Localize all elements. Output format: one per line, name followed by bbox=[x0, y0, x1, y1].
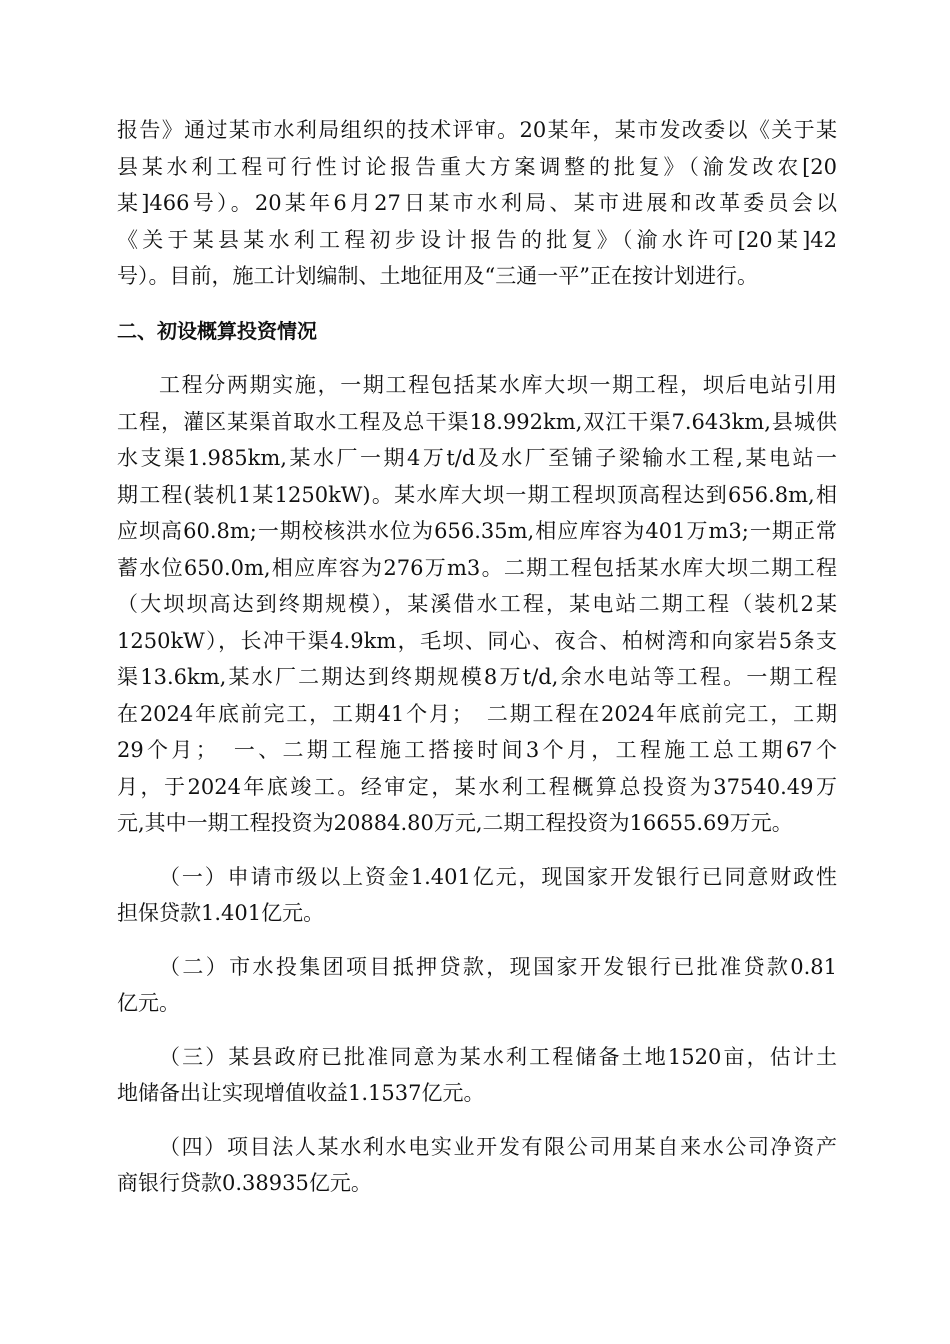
text-line: 县某水利工程可行性讨论报告重大方案调整的批复》（渝发改农[20 bbox=[117, 154, 837, 179]
funding-item-3 bbox=[117, 1039, 837, 1112]
text-line: 29个月； 一、二期工程施工搭接时间3个月，工程施工总工期67个 bbox=[117, 738, 837, 762]
investment-paragraph bbox=[117, 367, 837, 842]
text-line: 商银行贷款0.38935亿元。 bbox=[117, 1171, 372, 1195]
text-line: 水支渠1.985km,某水厂一期4万t/d及水厂至铺子梁输水工程,某电站一 bbox=[117, 446, 837, 470]
text-line: 亿元。 bbox=[117, 991, 180, 1015]
text-line: （大坝坝高达到终期规模），某溪借水工程，某电站二期工程（装机2某 bbox=[117, 592, 837, 616]
text-line: （三）某县政府已批准同意为某水利工程储备土地1520亩，估计土 bbox=[159, 1044, 837, 1069]
text-line: 担保贷款1.401亿元。 bbox=[117, 901, 325, 925]
text-line: 工程分两期实施，一期工程包括某水库大坝一期工程，坝后电站引用 bbox=[159, 373, 837, 397]
text-line: 元,其中一期工程投资为20884.80万元,二期工程投资为16655.69万元。 bbox=[117, 811, 793, 835]
text-line: 《关于某县某水利工程初步设计报告的批复》（渝水许可[20某]42 bbox=[117, 227, 837, 252]
funding-item-2 bbox=[117, 949, 837, 1022]
text-line: （二）市水投集团项目抵押贷款，现国家开发银行已批准贷款0.81 bbox=[159, 954, 837, 979]
section-heading: 二、初设概算投资情况 bbox=[117, 318, 317, 343]
text-line: 渠13.6km,某水厂二期达到终期规模8万t/d,余水电站等工程。一期工程 bbox=[117, 665, 837, 689]
intro-paragraph bbox=[117, 112, 837, 295]
text-line: 某]466号）。20某年6月27日某市水利局、某市进展和改革委员会以 bbox=[117, 191, 837, 215]
text-line: 号）。目前，施工计划编制、土地征用及“三通一平”正在按计划进行。 bbox=[117, 264, 758, 288]
text-line: 蓄水位650.0m,相应库容为276万m3。二期工程包括某水库大坝二期工程 bbox=[117, 555, 837, 580]
text-line: （四）项目法人某水利水电实业开发有限公司用某自来水公司净资产 bbox=[159, 1134, 837, 1159]
funding-item-1 bbox=[117, 859, 837, 932]
text-line: 月，于2024年底竣工。经审定，某水利工程概算总投资为37540.49万 bbox=[117, 774, 837, 799]
funding-item-4 bbox=[117, 1129, 837, 1202]
text-line: 期工程(装机1某1250kW)。某水库大坝一期工程坝顶高程达到656.8m,相 bbox=[117, 482, 837, 507]
text-line: 1250kW），长冲干渠4.9km，毛坝、同心、夜合、柏树湾和向家岩5条支 bbox=[117, 628, 837, 653]
text-line: 应坝高60.8m;一期校核洪水位为656.35m,相应库容为401万m3;一期正常 bbox=[117, 519, 837, 543]
document-page bbox=[117, 112, 837, 1202]
text-line: 报告》通过某市水利局组织的技术评审。20某年，某市发改委以《关于某 bbox=[117, 118, 837, 142]
text-line: 在2024年底前完工，工期41个月； 二期工程在2024年底前完工，工期 bbox=[117, 701, 837, 726]
text-line: （一）申请市级以上资金1.401亿元，现国家开发银行已同意财政性 bbox=[159, 864, 837, 889]
text-line: 地储备出让实现增值收益1.1537亿元。 bbox=[117, 1081, 485, 1105]
text-line: 工程，灌区某渠首取水工程及总干渠18.992km,双江干渠7.643km,县城供 bbox=[117, 409, 837, 434]
